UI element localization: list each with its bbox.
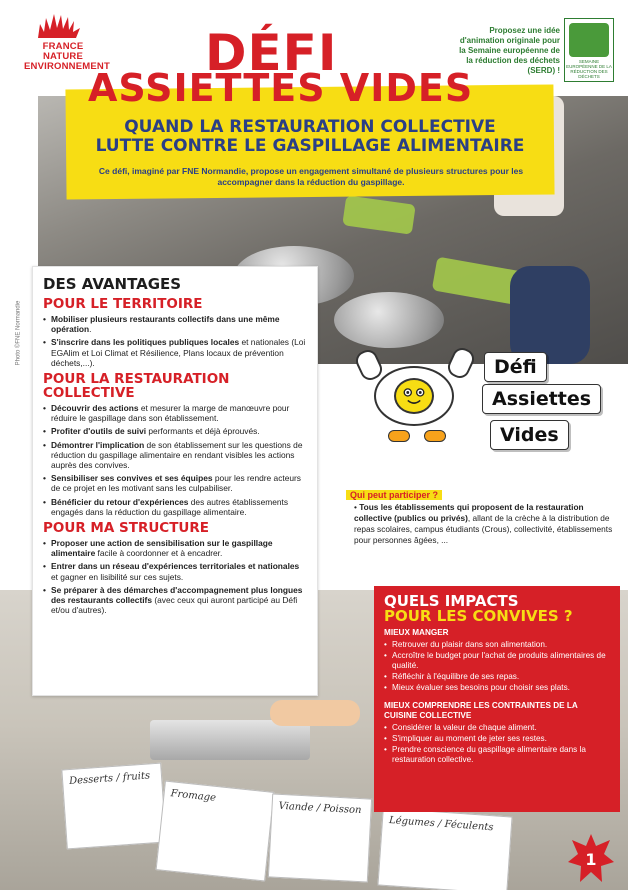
bullet-list (43, 403, 307, 517)
advantages-heading: DES AVANTAGES (43, 275, 182, 293)
item-bold: S'inscrire dans les politiques publiques locales (51, 337, 240, 348)
green-tray (342, 195, 415, 234)
section-title: POUR MA STRUCTURE (43, 520, 209, 537)
list-item: • Mieux évaluer ses besoins pour choisir ses plats. (384, 683, 610, 693)
bullet-list (43, 538, 307, 615)
smiley-icon (394, 378, 434, 414)
title-assiettes-vides: ASSIETTES VIDES (88, 66, 474, 110)
item-text: facile à coordonner et à encadrer. (95, 548, 223, 559)
subtitle-line: QUAND LA RESTAURATION COLLECTIVE (124, 117, 496, 137)
impacts-title: QUELS IMPACTS (384, 592, 519, 610)
list-item: • Réfléchir à l'équilibre de ses repas. (384, 672, 610, 682)
smiley-face-icon (396, 380, 432, 412)
item-text: et nationales (Loi EGAlim et Loi Climat et Résilience, Plans locaux de prévention déchets,...). (51, 337, 306, 368)
impacts-list (384, 723, 610, 765)
serd-logo (564, 18, 614, 82)
impacts-group-heading: MIEUX MANGER (384, 628, 449, 637)
participants-rest: , allant de la crèche à la distribution de repas scolaires, campus étudiants (Crous), collectivité, établissements pour personnes âgées, ... (354, 513, 613, 545)
impacts-group-heading: MIEUX COMPRENDRE LES CONTRAINTES DE LA CUISINE COLLECTIVE (384, 701, 578, 720)
steel-tray (150, 720, 310, 760)
card-label: Légumes / Féculents (388, 815, 494, 834)
item-bold: Découvrir des actions (51, 403, 139, 414)
child-figure (510, 266, 590, 364)
plate-mascot (352, 346, 482, 446)
badge-vides: Vides (490, 420, 569, 450)
item-text: des autres établissements engagés dans la réduction du gaspillage alimentaire. (51, 496, 289, 517)
list-item (43, 538, 307, 558)
list-item: • Accroître le budget pour l'achat de produits alimentaires de qualité. (384, 651, 610, 671)
mascot-foot (388, 430, 410, 442)
participants-text: • Tous les établissements qui proposent de la restauration collective (publics ou privés), allant de la crèche à la distribution de repas scolaires, campus étudiants (Crous), collectivité, établissements pour personnes âgées, ... (354, 502, 613, 545)
list-item (43, 314, 307, 334)
item-text: et mesurer la marge de manœuvre pour réduire le gaspillage dans son établissement. (51, 403, 290, 424)
serd-text: Proposez une idée d'animation originale pour la Semaine européenne de la réduction des déchets (SERD) ! (459, 26, 560, 75)
child-arm (270, 700, 360, 726)
logo-line: ENVIRONNEMENT (24, 61, 110, 72)
subtitle (66, 118, 554, 156)
card-label: Desserts / fruits (68, 770, 151, 788)
item-text: de son établissement sur les questions de réduction du gaspillage alimentaire en rendant visibles les actions auprès des convives. (51, 439, 303, 471)
fne-logo (24, 12, 110, 72)
item-bold: Mobiliser plusieurs restaurants collectifs dans une même opération (51, 314, 280, 335)
list-item (43, 473, 307, 493)
hedgehog-icon (36, 12, 82, 40)
card-label: Viande / Poisson (278, 800, 362, 817)
intro-text: Ce défi, imaginé par FNE Normandie, propose un engagement simultané de plusieurs structures pour les accompagner dans la réduction du gaspillage. (98, 166, 524, 187)
item-bold: Entrer dans un réseau d'expériences territoriales et nationales (51, 561, 300, 572)
steel-bowl (334, 292, 444, 348)
page-number: 1 (585, 850, 597, 869)
item-text: (avec ceux qui auront participé au Défi et/ou d'autres). (51, 595, 298, 616)
serd-logo-caption: SEMAINE EUROPÉENNE DE LA RÉDUCTION DES DÉCHETS (566, 59, 612, 79)
list-item (43, 561, 307, 581)
list-item (43, 440, 307, 471)
list-item (43, 497, 307, 517)
label-card (156, 780, 275, 881)
badge-defi: Défi (484, 352, 547, 382)
card-label: Fromage (170, 788, 217, 804)
label-card (377, 808, 512, 890)
subtitle-line: LUTTE CONTRE LE GASPILLAGE ALIMENTAIRE (95, 136, 525, 156)
list-item: • Retrouver du plaisir dans son alimentation. (384, 640, 610, 650)
section-title: POUR LE TERRITOIRE (43, 296, 203, 312)
advantages-panel (32, 266, 318, 696)
mascot-foot (424, 430, 446, 442)
item-bold: Profiter d'outils de suivi (51, 426, 147, 437)
list-item (43, 426, 307, 436)
mascot-arm (445, 345, 478, 381)
photo-credit: Photo ©FNE Normandie (15, 300, 22, 366)
participants-question: Qui peut participer ? (346, 490, 442, 500)
list-item (43, 585, 307, 616)
item-bold: Proposer une action de sensibilisation sur le gaspillage alimentaire (51, 538, 273, 559)
item-bold: Bénéficier du retour d'expériences (51, 496, 189, 507)
item-text: . (89, 324, 92, 335)
list-item: • S'impliquer au moment de jeter ses restes. (384, 734, 610, 744)
item-bold: Démontrer l'implication (51, 439, 145, 450)
item-bold: Se préparer à des démarches d'accompagnement plus longues des restaurants collectifs (51, 584, 303, 606)
item-text: et gagner en lisibilité sur ces sujets. (51, 571, 184, 582)
list-item: • Considérer la valeur de chaque aliment. (384, 723, 610, 733)
page-number-badge (568, 834, 614, 882)
list-item (43, 337, 307, 368)
impacts-box (374, 586, 620, 812)
item-text: pour les rendre acteurs de ce projet en les motivant sans les culpabiliser. (51, 473, 301, 494)
participants-bold: Tous les établissements qui proposent de la restauration collective (publics ou privés) (354, 502, 584, 523)
item-text: performants et déjà éprouvés. (146, 426, 260, 437)
title-defi: DÉFI (205, 24, 338, 82)
leaf-icon (569, 23, 609, 57)
list-item: • Prendre conscience du gaspillage alimentaire dans la restauration collective. (384, 745, 610, 765)
impacts-list (384, 640, 610, 693)
label-card (268, 793, 372, 882)
label-card (61, 763, 166, 850)
list-item (43, 403, 307, 423)
impacts-title-highlight: POUR LES CONVIVES ? (384, 607, 573, 625)
item-bold: Sensibiliser ses convives et ses équipes (51, 473, 213, 484)
bullet-list (43, 314, 307, 368)
badge-assiettes: Assiettes (482, 384, 601, 414)
logo-line: FRANCE NATURE (42, 41, 84, 62)
section-title: POUR LA RESTAURATION COLLECTIVE (43, 371, 230, 402)
